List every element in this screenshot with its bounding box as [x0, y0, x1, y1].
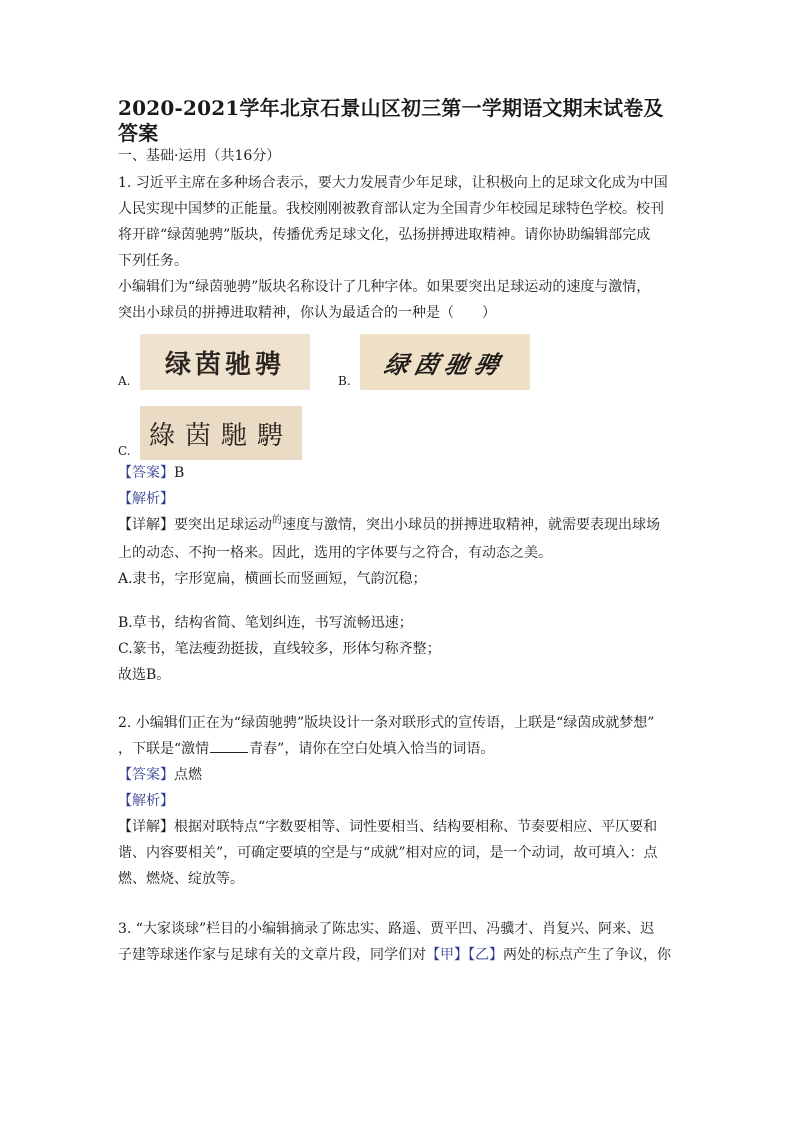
q1-options-row-ab [118, 332, 678, 390]
analysis-tag: 【解析】 [118, 793, 174, 809]
answer-tag: 【答案】 [118, 465, 174, 481]
option-a-calligraphy-image [140, 334, 310, 390]
option-b-calligraphy-text: 绿茵驰骋 [381, 350, 508, 379]
option-c-calligraphy-text: 綠茵馳騁 [148, 420, 293, 451]
q1-text-line: 人民实现中国梦的正能量。我校刚刚被教育部认定为全国青少年校园足球特色学校。校刊 [118, 201, 664, 217]
title-line-1: 2020-2021学年北京石景山区初三第一学期语文期末试卷及 [118, 96, 664, 120]
q1-text-line: 小编辑们为“绿茵驰骋”版块名称设计了几种字体。如果要突出足球运动的速度与激情， [118, 279, 651, 295]
option-a-label: A. [118, 374, 131, 388]
q1-detail-text: 要突出足球运动 [174, 517, 272, 533]
document-page [118, 96, 678, 968]
q1-detail-superscript: 的 [272, 515, 282, 526]
option-c-label: C. [118, 444, 131, 458]
option-b-calligraphy-image [360, 334, 530, 390]
detail-tag: 【详解】 [118, 819, 174, 835]
document-title [118, 96, 678, 146]
answer-tag: 【答案】 [118, 767, 174, 783]
q1-conclusion: 故选B。 [118, 667, 171, 683]
q2-answer: 点燃 [174, 767, 202, 783]
detail-tag: 【详解】 [118, 517, 174, 533]
q2-text-line [118, 736, 678, 762]
section-heading: 一、基础·运用（共16分） [118, 148, 281, 164]
q3-text-part: 子建等球迷作家与足球有关的文章片段，同学们对 [118, 947, 426, 963]
q1-answer: B [174, 465, 185, 481]
q1-detail-line: 上的动态、不拘一格来。因此，选用的字体要与之符合，有动态之美。 [118, 545, 552, 561]
q1-detail-option-b: B.草书，结构省简、笔划纠连，书写流畅迅速； [118, 615, 413, 631]
q2-detail-line: 谐、内容要相关”，可确定要填的空是与“成就”相对应的词，是一个动词，故可填入：点 [118, 845, 658, 861]
q1-options-row-c [118, 396, 678, 460]
q1-detail-text: 速度与激情，突出小球员的拼搏进取精神，就需要表现出球场 [282, 517, 660, 533]
q2-text-part: 青春”，请你在空白处填入恰当的词语。 [249, 741, 495, 757]
q3-text-line: 3. “大家谈球”栏目的小编辑摘录了陈忠实、路遥、贾平凹、冯骥才、肖复兴、阿来、迟 [118, 921, 655, 937]
option-b-label: B. [338, 374, 351, 388]
q2-analysis-line [118, 788, 678, 814]
q2-detail-line [118, 814, 678, 840]
analysis-tag: 【解析】 [118, 491, 174, 507]
q1-detail-option-a: A.隶书，字形宽扁，横画长而竖画短，气韵沉稳； [118, 571, 427, 587]
q1-detail-option-c: C.篆书，笔法瘦劲挺拔，直线较多，形体匀称齐整； [118, 641, 441, 657]
q1-text-line: 1. 习近平主席在多种场合表示，要大力发展青少年足球，让积极向上的足球文化成为中国 [118, 175, 668, 191]
q2-text-part: ，下联是“激情 [118, 741, 210, 757]
q1-answer-line [118, 460, 678, 486]
option-a-calligraphy-text: 绿茵驰骋 [164, 349, 285, 380]
q3-text-part: 两处的标点产生了争议，你 [503, 947, 671, 963]
q3-text-line [118, 942, 678, 968]
option-c-calligraphy-image [140, 406, 302, 460]
title-line-2: 答案 [118, 121, 159, 145]
q2-text-line: 2. 小编辑们正在为“绿茵驰骋”版块设计一条对联形式的宣传语，上联是“绿茵成就梦想” [118, 715, 655, 731]
q3-bracket-markers: 【甲】【乙】 [426, 947, 503, 963]
q1-text-line: 将开辟“绿茵驰骋”版块，传播优秀足球文化，弘扬拼搏进取精神。请你协助编辑部完成 [118, 227, 651, 243]
q1-text-line: 突出小球员的拼搏进取精神，你认为最适合的一种是（ ） [118, 305, 496, 321]
q2-answer-line [118, 762, 678, 788]
q1-text-line: 下列任务。 [118, 253, 188, 269]
q2-detail-line: 燃、燃烧、绽放等。 [118, 871, 244, 887]
fill-in-blank [210, 738, 248, 753]
q1-detail-line [118, 512, 678, 540]
q2-detail-text: 根据对联特点“字数要相等、词性要相当、结构要相称、节奏要相应、平仄要和 [174, 819, 658, 835]
q1-analysis-line [118, 486, 678, 512]
